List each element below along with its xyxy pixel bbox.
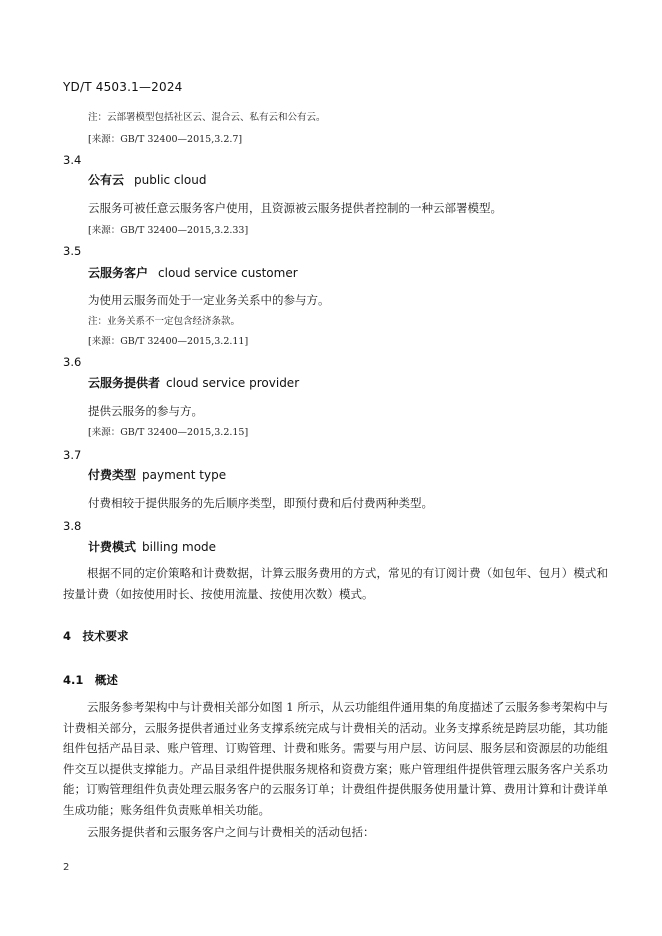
term-definition: 根据不同的定价策略和计费数据，计算云服务费用的方式，常见的有订阅计费（如包年、包月）模式和按量计费（如按使用时长、按使用流量、按使用次数）模式。: [63, 566, 608, 601]
source-citation: [来源：GB/T 32400—2015,3.2.15]: [88, 427, 249, 438]
term-number: 3.7: [63, 448, 82, 462]
term-en: cloud service customer: [158, 266, 298, 280]
term-number: 3.6: [63, 355, 82, 369]
term-heading: [88, 171, 206, 188]
term-definition: 提供云服务的参与方。: [88, 404, 203, 418]
term-note: 注：业务关系不一定包含经济条款。: [88, 316, 241, 327]
term-heading: [88, 264, 298, 281]
term-en: billing mode: [142, 540, 217, 554]
term-heading: [88, 538, 216, 555]
term-zh: 云服务提供者: [88, 376, 161, 390]
subsection-heading: 4.1 概述: [63, 673, 118, 687]
term-definition: 为使用云服务而处于一定业务关系中的参与方。: [88, 293, 330, 307]
term-number: 3.5: [63, 244, 82, 258]
term-zh: 公有云: [88, 173, 125, 187]
term-en: cloud service provider: [166, 376, 300, 390]
term-number: 3.4: [63, 153, 82, 167]
term-en: payment type: [142, 468, 227, 482]
term-definition: 付费相较于提供服务的先后顺序类型，即预付费和后付费两种类型。: [88, 496, 433, 510]
term-definition: 云服务可被任意云服务客户使用，且资源被云服务提供者控制的一种云部署模型。: [88, 201, 502, 215]
source-citation: [来源：GB/T 32400—2015,3.2.11]: [88, 336, 249, 347]
term-en: public cloud: [134, 173, 207, 187]
source-citation: [来源：GB/T 32400—2015,3.2.33]: [88, 225, 249, 236]
standard-id-header: YD/T 4503.1—2024: [63, 80, 183, 94]
term-zh: 付费类型: [88, 468, 137, 482]
term-heading: [88, 374, 299, 391]
source-citation: [来源：GB/T 32400—2015,3.2.7]: [88, 134, 243, 145]
term-zh: 云服务客户: [88, 266, 149, 280]
term-number: 3.8: [63, 519, 82, 533]
page-number: 2: [63, 862, 70, 873]
note-deployment-models: 注：云部署模型包括社区云、混合云、私有云和公有云。: [88, 112, 326, 123]
term-heading: [88, 466, 226, 483]
overview-paragraph: 云服务参考架构中与计费相关部分如图 1 所示，从云功能组件通用集的角度描述了云服务参考架构中与计费相关部分，云服务提供者通过业务支撑系统完成与计费相关的活动。业务支撑系统是跨层功能，其功能组件包括产品目录、账户管理、订购管理、计费和账务。需要与用户层、访问层、服务层和资源层的功能组件交互以提供支撑能力。产品目录组件提供服务规格和资费方案；账户管理组件提供管理云服务客户关系功能；订购管理组件负责处理云服务客户的云服务订单；计费组件提供服务使用量计算、费用计算和计费详单生成功能；账务组件负责账单相关功能。: [63, 700, 608, 817]
section-heading: 4 技术要求: [63, 629, 129, 643]
overview-paragraph-2: 云服务提供者和云服务客户之间与计费相关的活动包括：: [87, 825, 375, 839]
term-zh: 计费模式: [88, 540, 137, 554]
